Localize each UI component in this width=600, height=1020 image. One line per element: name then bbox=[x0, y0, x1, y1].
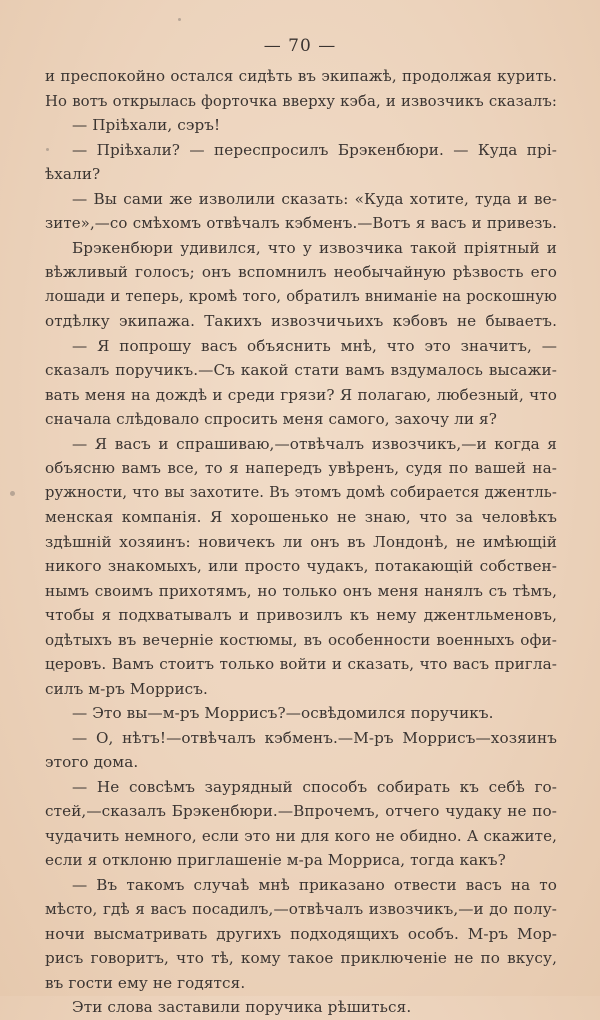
text-line: здѣшній хозяинъ: новичекъ ли онъ въ Лондонѣ, не имѣющій bbox=[45, 532, 557, 551]
text-line: сказалъ поручикъ.—Съ какой стати вамъ вздумалось высажи- bbox=[45, 361, 557, 379]
text-line: этого дома. bbox=[45, 753, 139, 771]
text-line: вать меня на дождѣ и среди грязи? Я полагаю, любезный, что bbox=[45, 385, 557, 404]
text-line: одѣтыхъ въ вечерніе костюмы, въ особенности военныхъ офи- bbox=[45, 630, 557, 649]
text-line: въ гости ему не годятся. bbox=[45, 973, 246, 992]
text-line: стей,—сказалъ Брэкенбюри.—Впрочемъ, отчего чудаку не по- bbox=[45, 802, 557, 820]
text-line: зите»,—со смѣхомъ отвѣчалъ кэбменъ.—Вотъ я васъ и привезъ. bbox=[45, 214, 557, 232]
text-line: — Это вы—м-ръ Моррисъ?—освѣдомился поручикъ. bbox=[72, 704, 494, 722]
text-line: ѣхали? bbox=[45, 165, 101, 183]
page-number: — 70 — bbox=[263, 36, 337, 56]
text-line: отдѣлку экипажа. Такихъ извозчичьихъ кэбовъ не бываетъ. bbox=[45, 312, 557, 330]
paper-speck bbox=[10, 491, 15, 496]
text-line: сначала слѣдовало спросить меня самого, захочу ли я? bbox=[45, 410, 497, 428]
text-line: мѣсто, гдѣ я васъ посадилъ,—отвѣчалъ извозчикъ,—и до полу- bbox=[45, 900, 557, 918]
text-line: лошади и теперь, кромѣ того, обратилъ вниманіе на роскошную bbox=[45, 287, 557, 305]
text-line: если я отклоню приглашеніе м-ра Морриса, тогда какъ? bbox=[45, 851, 506, 869]
text-line: чтобы я подхватывалъ и привозилъ къ нему джентльменовъ, bbox=[45, 606, 557, 624]
text-line: и преспокойно остался сидѣть въ экипажѣ, продолжая курить. bbox=[45, 67, 557, 85]
text-line: — Пріѣхали? — переспросилъ Брэкенбюри. — Куда прі- bbox=[72, 140, 557, 159]
text-line: ружности, что вы захотите. Въ этомъ домѣ собирается джентль- bbox=[45, 483, 557, 501]
text-line: — Вы сами же изволили сказать: «Куда хотите, туда и ве- bbox=[72, 189, 557, 208]
text-line: рисъ говоритъ, что тѣ, кому такое приключеніе не по вкусу, bbox=[45, 949, 557, 967]
body-text bbox=[45, 64, 557, 1020]
paper-speck bbox=[178, 18, 181, 21]
text-line: Но вотъ открылась форточка вверху кэба, и извозчикъ сказалъ: bbox=[45, 91, 557, 110]
text-line: нымъ своимъ прихотямъ, но только онъ меня нанялъ съ тѣмъ, bbox=[45, 581, 557, 600]
text-line: — Въ такомъ случаѣ мнѣ приказано отвести васъ на то bbox=[72, 875, 557, 894]
text-line: никого знакомыхъ, или просто чудакъ, потакающій собствен- bbox=[45, 557, 557, 575]
text-line: чудачить немного, если это ни для кого не обидно. А скажите, bbox=[45, 826, 557, 845]
text-line: менская компанія. Я хорошенько не знаю, что за человѣкъ bbox=[45, 508, 557, 526]
text-line: вѣжливый голосъ; онъ вспомнилъ необычайную рѣзвость его bbox=[45, 263, 557, 281]
text-line: — О, нѣтъ!—отвѣчалъ кэбменъ.—М-ръ Моррисъ—хозяинъ bbox=[72, 728, 557, 747]
text-line: церовъ. Вамъ стоитъ только войти и сказать, что васъ пригла- bbox=[45, 655, 557, 673]
text-line: Эти слова заставили поручика рѣшиться. bbox=[72, 998, 412, 1016]
text-line: Брэкенбюри удивился, что у извозчика такой пріятный и bbox=[72, 238, 557, 257]
text-line: силъ м-ръ Моррисъ. bbox=[45, 679, 208, 698]
text-line: — Пріѣхали, сэръ! bbox=[72, 116, 221, 134]
text-line: — Я васъ и спрашиваю,—отвѣчалъ извозчикъ,—и когда я bbox=[72, 434, 557, 453]
text-line: ночи высматривать другихъ подходящихъ особъ. М-ръ Мор- bbox=[45, 924, 557, 943]
text-line: — Я попрошу васъ объяснить мнѣ, что это значитъ, — bbox=[72, 336, 557, 355]
text-line: объясню вамъ все, то я напередъ увѣренъ, судя по вашей на- bbox=[45, 459, 557, 477]
text-line: — Не совсѣмъ заурядный способъ собирать къ себѣ го- bbox=[72, 777, 557, 796]
